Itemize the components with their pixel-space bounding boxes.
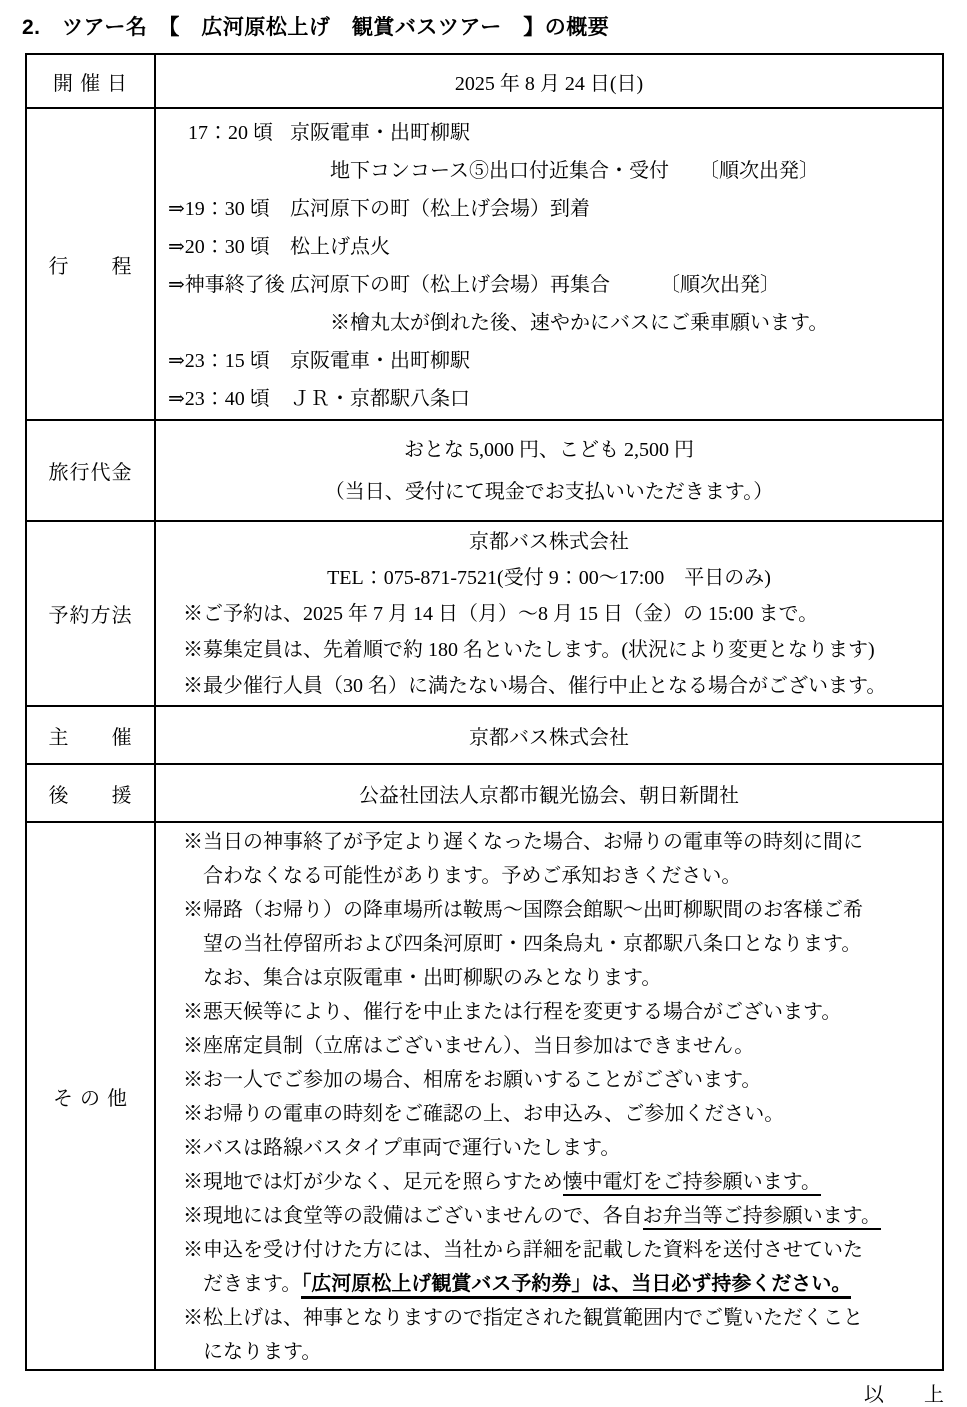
other-note-text: ※現地には食堂等の設備はございませんので、各自 xyxy=(183,1205,643,1227)
other-note: 望の当社停留所および四条河原町・四条烏丸・京都駅八条口となります。 xyxy=(203,933,862,955)
row-label-price: 旅行代金 xyxy=(26,420,155,521)
row-value-price xyxy=(155,420,943,521)
reservation-note: ※最少催行人員（30 名）に満たない場合、催行中止となる場合がございます。 xyxy=(183,674,887,697)
table-row-support xyxy=(26,764,943,822)
reservation-note: ※募集定員は、先着順で約 180 名といたします。(状況により変更となります) xyxy=(183,638,875,661)
organizer-value: 京都バス株式会社 xyxy=(469,726,629,749)
table-row-price xyxy=(26,420,943,521)
page-title: 2. ツアー名 【 広河原松上げ 観賞バスツアー 】の概要 xyxy=(22,16,610,39)
itinerary-time: ⇒神事終了後 xyxy=(168,274,285,296)
row-label-itinerary: 行 程 xyxy=(26,108,155,420)
other-note: ※お帰りの電車の時刻をご確認の上、お申込み、ご参加ください。 xyxy=(183,1103,785,1125)
reservation-note: ※ご予約は、2025 年 7 月 14 日（月）～8 月 15 日（金）の 15:00 まで。 xyxy=(183,602,819,625)
itinerary-line xyxy=(168,380,934,418)
row-value-date xyxy=(155,54,943,108)
table-row-other xyxy=(26,822,943,1370)
row-value-itinerary xyxy=(155,108,943,420)
itinerary-note: ※檜丸太が倒れた後、速やかにバスにご乗車願います。 xyxy=(330,312,829,334)
other-note xyxy=(183,1165,938,1199)
itinerary-time: ⇒20：30 頃 xyxy=(168,236,270,258)
other-note xyxy=(183,1199,938,1233)
other-note: ※当日の神事終了が予定より遅くなった場合、お帰りの電車等の時刻に間に xyxy=(183,831,863,853)
other-note: ※バスは路線バスタイプ車両で運行いたします。 xyxy=(183,1137,621,1159)
row-label-support: 後 援 xyxy=(26,764,155,822)
support-value: 公益社団法人京都市観光協会、朝日新聞社 xyxy=(359,784,739,807)
other-note-text: ※現地では灯が少なく、足元を照らすため xyxy=(183,1171,563,1193)
itinerary-desc: ＪＲ・京都駅八条口 xyxy=(290,388,470,410)
itinerary-line: 地下コンコース⑤出口付近集合・受付 〔順次出発〕 xyxy=(330,160,819,182)
itinerary-line xyxy=(168,266,934,304)
row-label-reservation: 予約方法 xyxy=(26,521,155,706)
other-note: ※帰路（お帰り）の降車場所は鞍馬～国際会館駅～出町柳駅間のお客様ご希 xyxy=(183,899,863,921)
row-value-organizer xyxy=(155,706,943,764)
other-note-underlined: お弁当等ご持参願います。 xyxy=(643,1205,881,1230)
row-label-organizer: 主 催 xyxy=(26,706,155,764)
other-note: なお、集合は京阪電車・出町柳駅のみとなります。 xyxy=(203,967,662,989)
itinerary-desc: 京阪電車・出町柳駅 xyxy=(290,350,470,372)
closing-remark: 以 上 xyxy=(864,1384,944,1406)
row-label-date: 開 催 日 xyxy=(26,54,155,108)
reservation-phone: TEL：075-871-7521(受付 9：00～17:00 平日のみ) xyxy=(327,566,771,589)
itinerary-desc: 松上げ点火 xyxy=(290,236,390,258)
table-row-organizer xyxy=(26,706,943,764)
itinerary-time: ⇒19：30 頃 xyxy=(168,198,270,220)
table-row-reservation xyxy=(26,521,943,706)
itinerary-time: ⇒23：15 頃 xyxy=(168,350,270,372)
row-value-support xyxy=(155,764,943,822)
tour-overview-table xyxy=(25,53,944,1371)
other-note-text: だきます。 xyxy=(203,1273,302,1295)
other-note: ※松上げは、神事となりますので指定された観賞範囲内でご覧いただくこと xyxy=(183,1307,863,1329)
itinerary-line xyxy=(168,228,934,266)
reservation-company: 京都バス株式会社 xyxy=(469,530,629,553)
itinerary-desc: 広河原下の町（松上げ会場）到着 xyxy=(290,198,590,220)
itinerary-time: ⇒23：40 頃 xyxy=(168,388,270,410)
row-value-other xyxy=(155,822,943,1370)
itinerary-time: 17：20 頃 xyxy=(168,122,273,144)
other-note: 合わなくなる可能性があります。予めご承知おきください。 xyxy=(203,865,742,887)
date-value: 2025 年 8 月 24 日(日) xyxy=(454,72,644,95)
other-note: ※申込を受け付けた方には、当社から詳細を記載した資料を送付させていた xyxy=(183,1239,863,1261)
other-note xyxy=(183,1267,938,1301)
other-note-bold-underlined: 「広河原松上げ観賞バス予約券」は、当日必ず持参ください。 xyxy=(301,1273,851,1299)
price-line: おとな 5,000 円、こども 2,500 円 xyxy=(404,438,694,461)
other-note-underlined: 懐中電灯をご持参願います。 xyxy=(563,1171,821,1196)
other-note: ※お一人でご参加の場合、相席をお願いすることがございます。 xyxy=(183,1069,762,1091)
itinerary-line xyxy=(168,114,934,152)
itinerary-line xyxy=(168,190,934,228)
row-value-reservation xyxy=(155,521,943,706)
table-row-date xyxy=(26,54,943,108)
itinerary-desc: 京阪電車・出町柳駅 xyxy=(290,122,470,144)
itinerary-line xyxy=(168,342,934,380)
other-note: になります。 xyxy=(203,1341,322,1363)
other-note: ※悪天候等により、催行を中止または行程を変更する場合がございます。 xyxy=(183,1001,842,1023)
price-note: （当日、受付にて現金でお支払いいただきます。） xyxy=(324,480,774,503)
other-note: ※座席定員制（立席はございません）、当日参加はできません。 xyxy=(183,1035,755,1057)
table-row-itinerary xyxy=(26,108,943,420)
itinerary-desc: 広河原下の町（松上げ会場）再集合 〔順次出発〕 xyxy=(290,274,780,296)
row-label-other: そ の 他 xyxy=(26,822,155,1370)
